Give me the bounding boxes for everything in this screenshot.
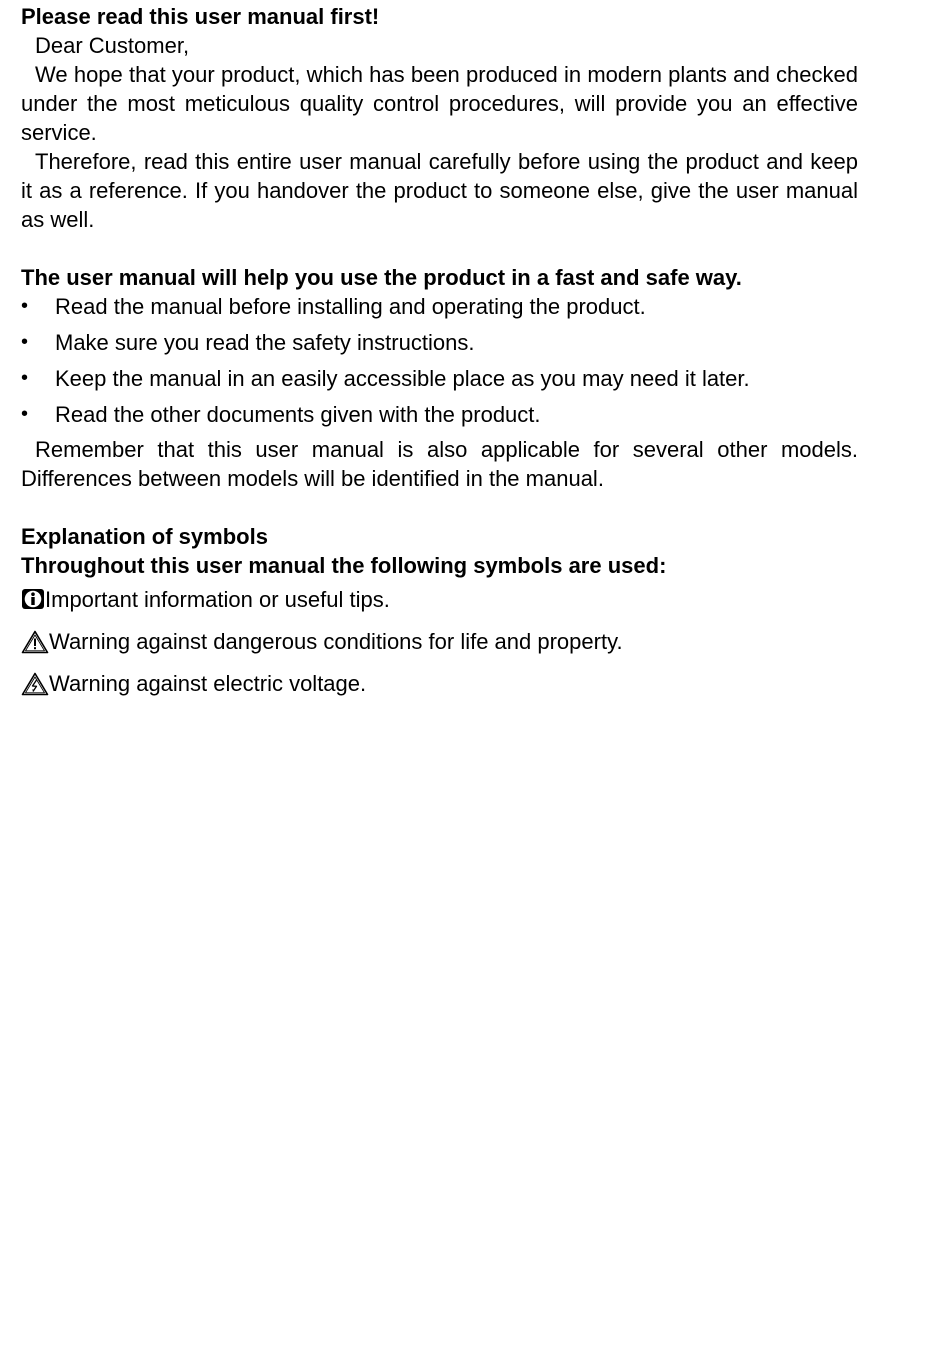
spacer [21,234,858,263]
list-item-text: Make sure you read the safety instructions. [55,330,475,355]
bullet-icon: • [21,367,29,389]
salutation: Dear Customer, [35,33,190,58]
therefore-paragraph: Therefore, read this entire user manual carefully before using the product and keep it as a reference. If you handover the product to someone else, give the user manual as well. [21,149,858,232]
list-item [21,400,858,435]
bullet-icon: • [21,295,29,317]
symbol-info-text: Important information or useful tips. [45,587,390,612]
list-item [21,292,858,328]
electric-warning-icon [21,672,49,696]
info-icon [21,588,45,610]
symbol-row-warning [21,627,858,669]
list-item [21,364,858,400]
symbol-electric-text: Warning against electric voltage. [49,671,367,696]
symbol-row-info [21,585,858,627]
symbol-row-electric [21,669,858,711]
page-title: Please read this user manual first! [21,4,380,29]
symbols-subheading: Throughout this user manual the following symbols are used: [21,553,667,578]
help-heading: The user manual will help you use the product in a fast and safe way. [21,265,742,290]
symbols-heading: Explanation of symbols [21,524,268,549]
list-item [21,328,858,364]
list-item-text: Keep the manual in an easily accessible place as you may need it later. [55,366,750,391]
warning-triangle-icon [21,630,49,654]
bullet-icon: • [21,331,29,353]
manual-page [21,0,858,711]
bullet-list [21,292,858,435]
list-item-text: Read the other documents given with the product. [55,402,541,427]
remember-paragraph: Remember that this user manual is also applicable for several other models. Differences between models will be identified in the manual. [21,437,858,491]
spacer [21,493,858,522]
symbol-warning-text: Warning against dangerous conditions for life and property. [49,629,623,654]
intro-paragraph: We hope that your product, which has been produced in modern plants and checked under the most meticulous quality control procedures, will provide you an effective service. [21,62,858,145]
bullet-icon: • [21,403,29,425]
list-item-text: Read the manual before installing and operating the product. [55,294,646,319]
